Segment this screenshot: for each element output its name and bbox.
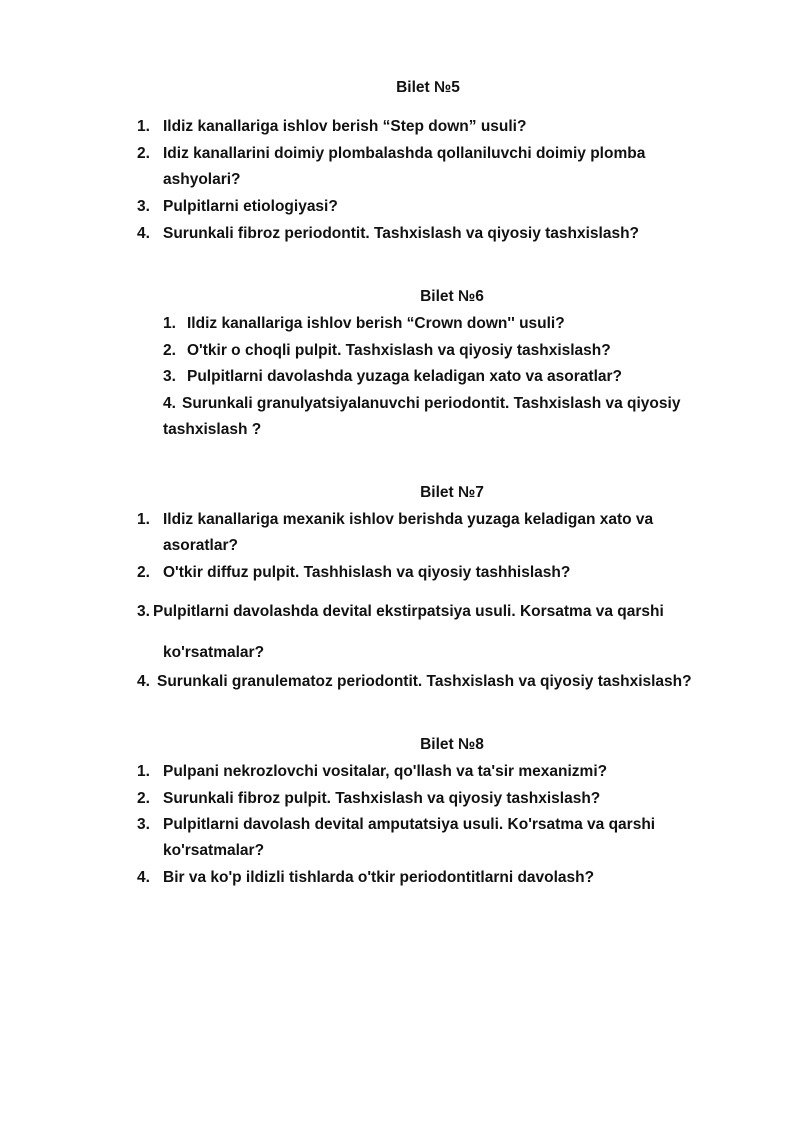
question-number: 2. <box>137 564 150 581</box>
question-text: O'tkir o choqli pulpit. Tashxislash va qiyosiy tashxislash? <box>187 342 611 359</box>
question-text: Pulpitlarni davolash devital amputatsiya usuli. Ko'rsatma va qarshi <box>163 816 656 833</box>
question-number: 3. <box>137 603 150 620</box>
question-number: 3. <box>163 368 176 385</box>
question-number: 2. <box>137 790 150 807</box>
question-text: Bir va ko'p ildizli tishlarda o'tkir periodontitlarni davolash? <box>163 869 595 886</box>
question-number: 2. <box>137 145 150 162</box>
question-text: Surunkali fibroz periodontit. Tashxislash va qiyosiy tashxislash? <box>163 225 640 242</box>
question-text-continuation: tashxislash ? <box>163 421 262 438</box>
question-text: Surunkali fibroz pulpit. Tashxislash va qiyosiy tashxislash? <box>163 790 601 807</box>
question-number: 1. <box>137 763 150 780</box>
question-number: 4. <box>137 225 150 242</box>
ticket-title: Bilet №5 <box>396 79 460 96</box>
question-text: O'tkir diffuz pulpit. Tashhislash va qiyosiy tashhislash? <box>163 564 571 581</box>
question-number: 3. <box>137 198 150 215</box>
question-text: Pulpitlarni davolashda yuzaga keladigan xato va asoratlar? <box>187 368 623 385</box>
question-number: 1. <box>137 118 150 135</box>
question-text: Pulpitlarni davolashda devital ekstirpatsiya usuli. Korsatma va qarshi <box>153 603 664 620</box>
ticket-title: Bilet №7 <box>420 484 484 501</box>
question-text: Surunkali granulematoz periodontit. Tashxislash va qiyosiy tashxislash? <box>157 673 692 690</box>
question-number: 4. <box>163 395 176 412</box>
question-text-continuation: asoratlar? <box>163 537 238 554</box>
question-number: 3. <box>137 816 150 833</box>
question-number: 2. <box>163 342 176 359</box>
question-number: 1. <box>137 511 150 528</box>
question-text: Surunkali granulyatsiyalanuvchi periodontit. Tashxislash va qiyosiy <box>182 395 681 412</box>
question-text-continuation: ko'rsatmalar? <box>163 842 265 859</box>
ticket-title: Bilet №8 <box>420 736 484 753</box>
question-number: 1. <box>163 315 176 332</box>
question-text: Idiz kanallarini doimiy plombalashda qollaniluvchi doimiy plomba <box>163 145 646 162</box>
ticket-title: Bilet №6 <box>420 288 484 305</box>
question-text: Ildiz kanallariga ishlov berish “Crown down'' usuli? <box>187 315 565 332</box>
question-text: Pulpani nekrozlovchi vositalar, qo'llash va ta'sir mexanizmi? <box>163 763 608 780</box>
question-number: 4. <box>137 869 150 886</box>
question-text: Ildiz kanallariga mexanik ishlov berishda yuzaga keladigan xato va <box>163 511 654 528</box>
question-number: 4. <box>137 673 150 690</box>
question-text-continuation: ashyolari? <box>163 171 241 188</box>
question-text: Pulpitlarni etiologiyasi? <box>163 198 338 215</box>
question-text: Ildiz kanallariga ishlov berish “Step down” usuli? <box>163 118 527 135</box>
question-text-continuation: ko'rsatmalar? <box>163 644 265 661</box>
